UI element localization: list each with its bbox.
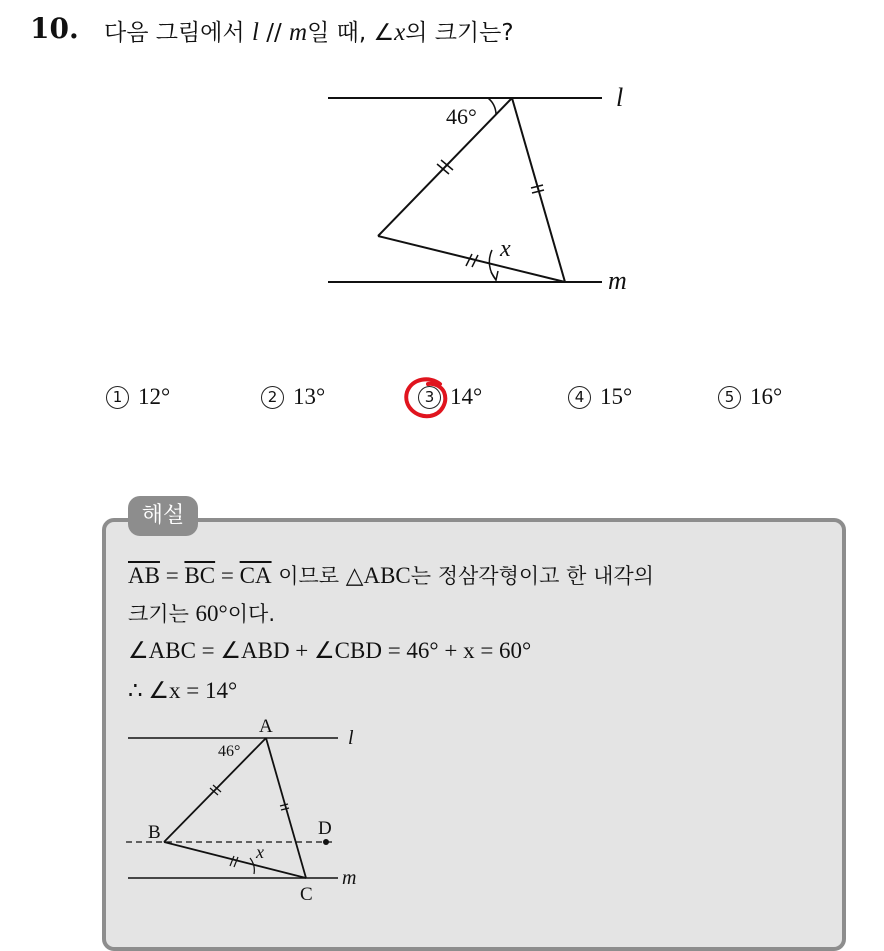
var-x: x — [394, 19, 406, 46]
solution-line-2: 크기는 60°이다. — [128, 601, 275, 626]
question-number: 10. — [30, 12, 79, 45]
solution-figure — [122, 718, 382, 908]
answer-choices — [106, 384, 836, 418]
var-m: m — [289, 19, 308, 46]
point-d — [323, 839, 329, 845]
choice-1-value: 12° — [138, 384, 171, 409]
question-text-after: 의 크기는? — [405, 20, 514, 46]
choice-5-value: 16° — [750, 384, 783, 409]
sol-label-a: A — [259, 718, 273, 737]
sol-label-c: C — [300, 884, 313, 905]
segment-ab: $\overline{AB}$ — [128, 563, 160, 588]
sol-x-label: x — [256, 842, 264, 862]
sol-side-bc — [164, 842, 306, 878]
question-text-mid: 일 때, — [307, 20, 367, 46]
choice-5[interactable] — [718, 384, 782, 410]
sol-angle-arc-x — [250, 858, 254, 874]
choice-2-number: 2 — [261, 386, 284, 409]
var-l: l — [251, 19, 259, 46]
angle-arc-46 — [488, 98, 496, 114]
segment-bc: $\overline{BC}$ — [184, 563, 216, 588]
solution-line-4: ∴ ∠x = 14° — [128, 678, 238, 703]
question-text — [104, 14, 514, 47]
angle-label-46: 46° — [446, 104, 477, 129]
angle-symbol: ∠ — [373, 20, 395, 46]
x-label: x — [500, 236, 511, 262]
sol-label-d: D — [318, 818, 332, 839]
tick-marks — [437, 160, 544, 267]
sol-side-ab — [164, 738, 266, 842]
choice-2[interactable] — [261, 384, 325, 410]
choice-4-number: 4 — [568, 386, 591, 409]
solution-line-3: ∠ABC = ∠ABD + ∠CBD = 46° + x = 60° — [128, 638, 532, 663]
line-m-label: m — [608, 266, 627, 295]
choice-4[interactable] — [568, 384, 632, 410]
sol-line-l-label: l — [348, 727, 354, 749]
sol-label-b: B — [148, 822, 161, 843]
choice-5-number: 5 — [718, 386, 741, 409]
question-text-before: 다음 그림에서 — [104, 20, 245, 46]
triangle-abc: △ABC — [345, 563, 411, 588]
solution-line-1: $\overline{AB} = \overline{BC} = \overline{CA}$ 이므로 △ABC는 정삼각형이고 한 내각의 — [128, 563, 654, 588]
segment-ca: $\overline{CA}$ — [239, 563, 272, 588]
question-figure — [320, 70, 660, 300]
selected-answer-mark — [400, 372, 456, 424]
solution-box — [102, 518, 846, 951]
side-right — [512, 98, 565, 282]
sol-side-ac — [266, 738, 306, 878]
side-top-left — [378, 98, 512, 236]
choice-1-number: 1 — [106, 386, 129, 409]
choice-3-number: 3 — [418, 386, 441, 409]
solution-tab: 해설 — [128, 496, 198, 536]
sol-line-m-label: m — [342, 867, 357, 889]
choice-3-value: 14° — [450, 384, 483, 409]
choice-1[interactable] — [106, 384, 170, 410]
choice-4-value: 15° — [600, 384, 633, 409]
sol-angle-label-46: 46° — [218, 743, 241, 760]
choice-2-value: 13° — [293, 384, 326, 409]
parallel-symbol: // — [266, 20, 282, 46]
side-bottom — [378, 236, 565, 282]
line-l-label: l — [616, 83, 624, 112]
sol-tick-marks — [210, 785, 289, 867]
